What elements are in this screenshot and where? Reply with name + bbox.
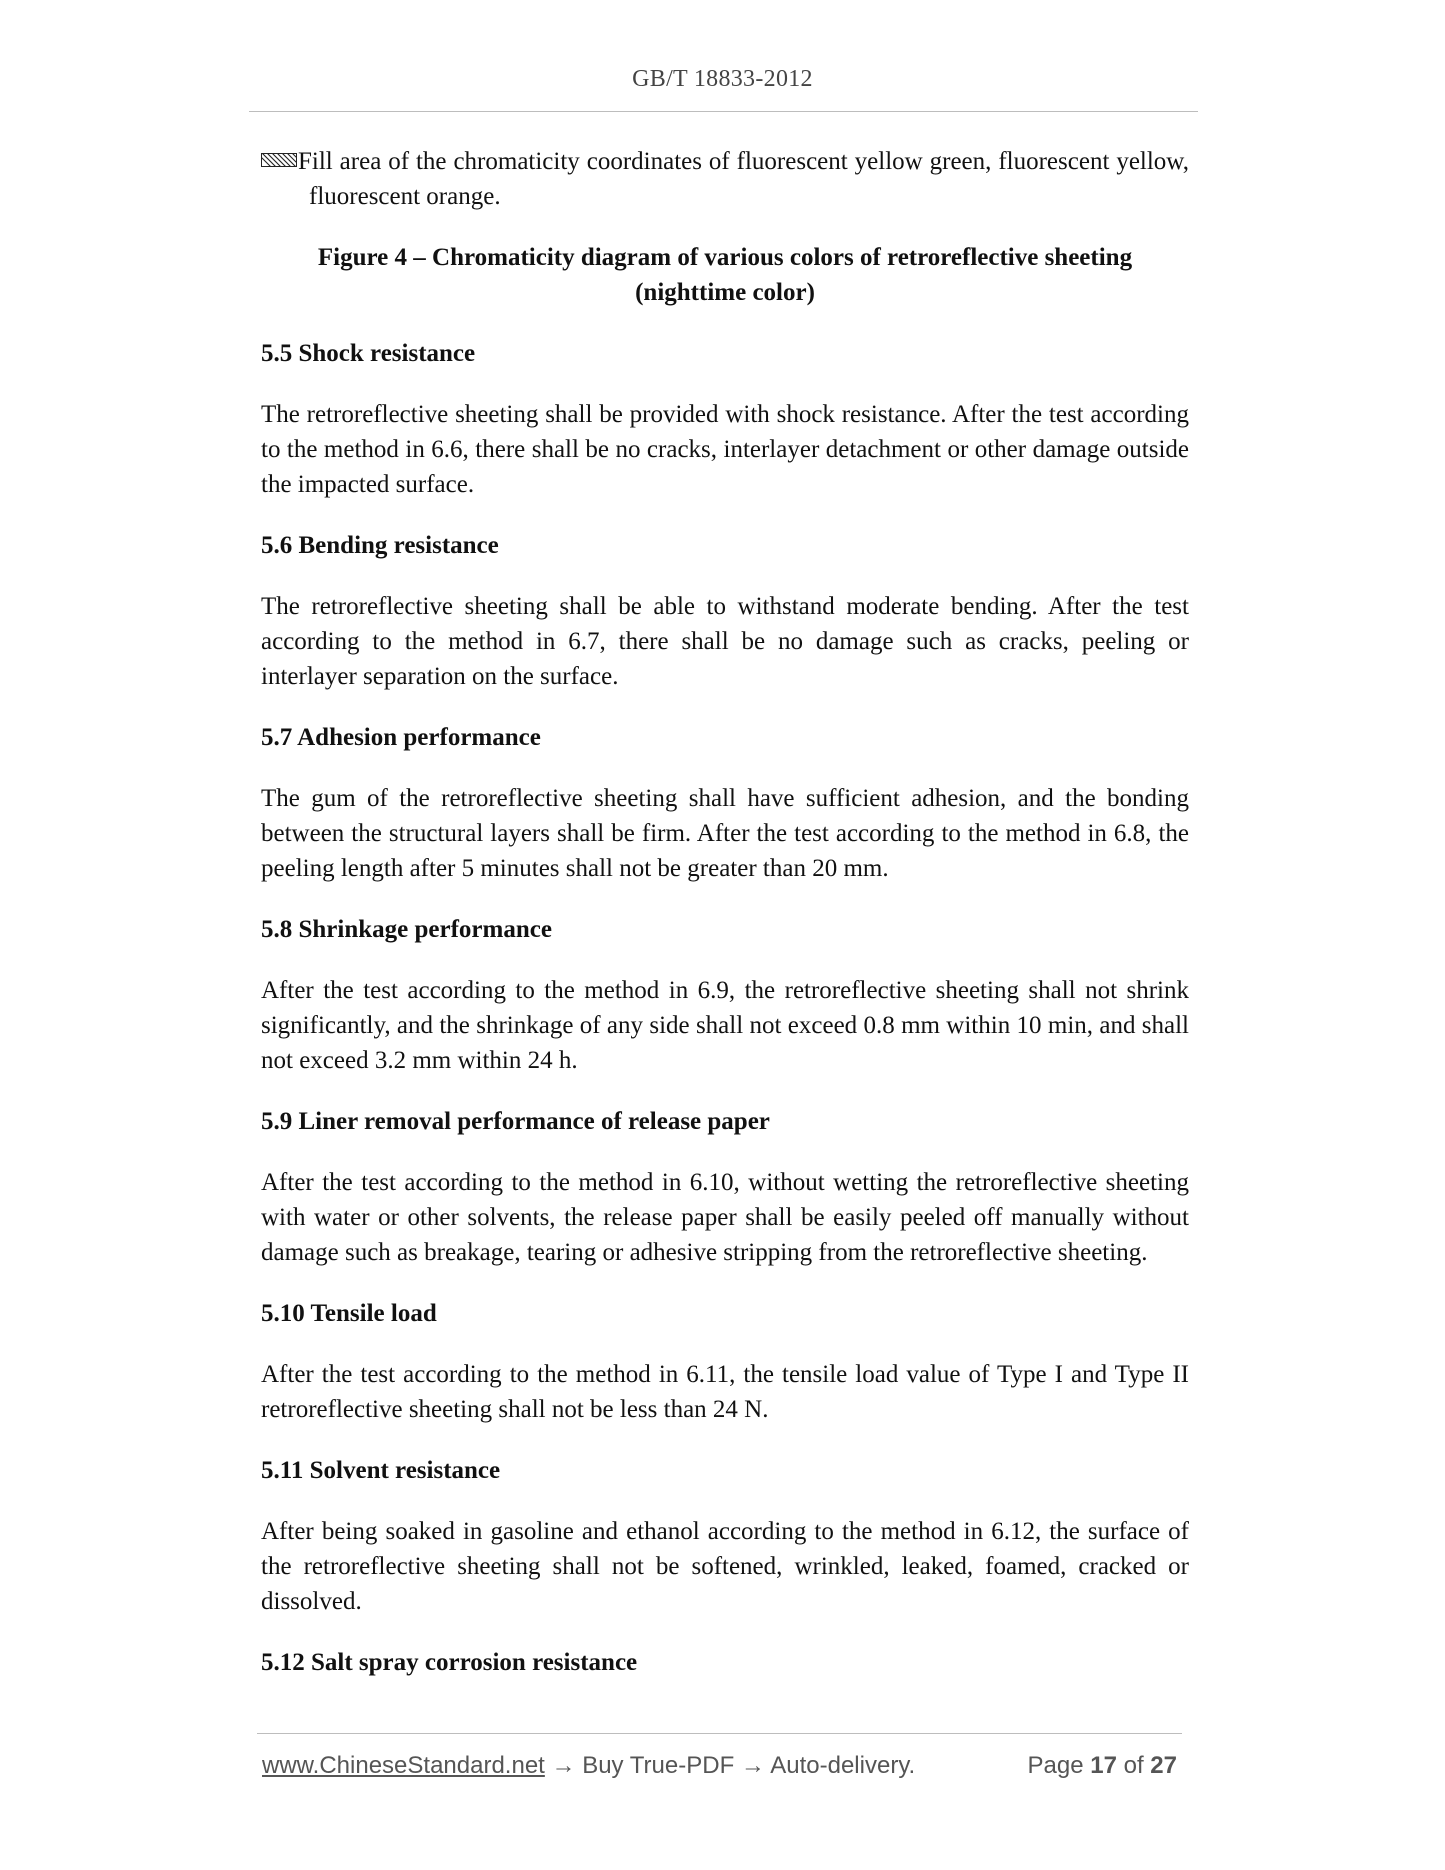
section-body-5-8: After the test according to the method in 6.9, the retroreflective sheeting shall not shrink significantly, and the shrinkage of any side shall not exceed 0.8 mm within 10 min, and shall not exceed 3.2 mm within 24 h. xyxy=(261,977,1189,1074)
section-heading-5-11: 5.11 Solvent resistance xyxy=(261,1457,501,1484)
page-of-label: of xyxy=(1123,1752,1144,1779)
footer-divider xyxy=(257,1733,1182,1734)
section-heading-5-10: 5.10 Tensile load xyxy=(261,1300,437,1327)
page-content xyxy=(261,142,1189,1680)
figure-legend-note xyxy=(261,142,1189,214)
current-page-number: 17 xyxy=(1090,1752,1117,1779)
section-heading-5-6: 5.6 Bending resistance xyxy=(261,532,499,559)
section-heading-5-5: 5.5 Shock resistance xyxy=(261,340,476,367)
section-heading-5-7: 5.7 Adhesion performance xyxy=(261,724,541,751)
page-footer xyxy=(262,1752,1182,1784)
section-heading-5-8: 5.8 Shrinkage performance xyxy=(261,916,552,943)
total-page-number: 27 xyxy=(1150,1752,1177,1779)
section-body-5-6: The retroreflective sheeting shall be able to withstand moderate bending. After the test according to the method in 6.7, there shall be no damage such as cracks, peeling or interlayer separation on the surface. xyxy=(261,593,1189,690)
page-label: Page xyxy=(1027,1752,1084,1779)
buy-true-pdf-text: Buy True-PDF xyxy=(582,1752,735,1779)
figure-caption-line-1: Figure 4 – Chromaticity diagram of various colors of retroreflective sheeting xyxy=(317,244,1133,271)
auto-delivery-text: Auto-delivery. xyxy=(770,1752,916,1779)
figure-caption xyxy=(261,240,1189,310)
header-divider xyxy=(249,111,1198,112)
hatched-fill-swatch-icon xyxy=(261,142,297,156)
page-indicator xyxy=(1028,1752,1178,1780)
arrow-right-icon: → xyxy=(740,1752,765,1779)
legend-note-text: Fill area of the chromaticity coordinates of fluorescent yellow green, fluorescent yellow, fluorescent orange. xyxy=(298,148,1189,210)
section-body-5-7: The gum of the retroreflective sheeting shall have sufficient adhesion, and the bonding between the structural layers shall be firm. After the test according to the method in 6.8, the peeling length after 5 minutes shall not be greater than 20 mm. xyxy=(261,785,1189,882)
section-body-5-9: After the test according to the method in 6.10, without wetting the retroreflective sheeting with water or other solvents, the release paper shall be easily peeled off manually without damage such as breakage, tearing or adhesive stripping from the retroreflective sheeting. xyxy=(261,1169,1189,1266)
arrow-right-icon: → xyxy=(551,1752,576,1779)
section-body-5-5: The retroreflective sheeting shall be provided with shock resistance. After the test according to the method in 6.6, there shall be no cracks, interlayer detachment or other damage outside the impacted surface. xyxy=(261,401,1189,498)
section-body-5-11: After being soaked in gasoline and ethanol according to the method in 6.12, the surface of the retroreflective sheeting shall not be softened, wrinkled, leaked, foamed, cracked or dissolved. xyxy=(261,1518,1189,1615)
website-link[interactable]: www.ChineseStandard.net xyxy=(262,1752,545,1779)
footer-promo xyxy=(262,1752,915,1780)
figure-caption-line-2: (nighttime color) xyxy=(635,279,815,306)
section-heading-5-9: 5.9 Liner removal performance of release paper xyxy=(261,1108,770,1135)
section-body-5-10: After the test according to the method in 6.11, the tensile load value of Type I and Type II retroreflective sheeting shall not be less than 24 N. xyxy=(261,1361,1189,1423)
document-id-header: GB/T 18833-2012 xyxy=(632,66,813,92)
section-heading-5-12: 5.12 Salt spray corrosion resistance xyxy=(261,1649,638,1676)
